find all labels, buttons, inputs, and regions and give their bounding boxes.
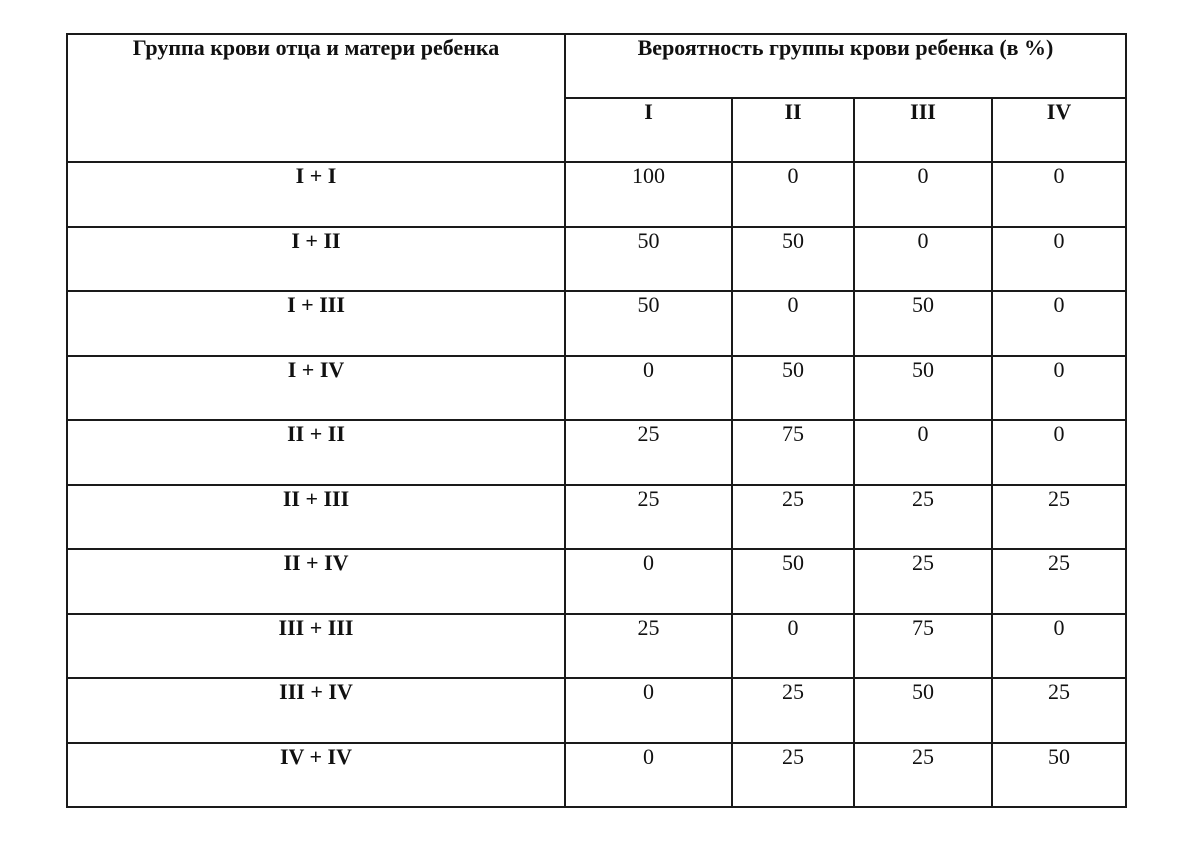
- parent-pair: II + IV: [67, 549, 565, 614]
- table-row: [67, 614, 1126, 679]
- table-row: [67, 549, 1126, 614]
- probability-cell: 0: [992, 356, 1126, 421]
- table-row: [67, 678, 1126, 743]
- probability-cell: 25: [992, 549, 1126, 614]
- table-row: [67, 420, 1126, 485]
- probability-cell: 25: [565, 485, 732, 550]
- probability-cell: 75: [854, 614, 992, 679]
- group-header-4: IV: [992, 98, 1126, 162]
- table-row: [67, 743, 1126, 808]
- header-row: [67, 34, 1126, 98]
- probability-cell: 25: [565, 420, 732, 485]
- group-header-1: I: [565, 98, 732, 162]
- probability-cell: 50: [854, 678, 992, 743]
- probability-cell: 50: [732, 227, 854, 292]
- probability-cell: 0: [854, 420, 992, 485]
- probability-cell: 0: [565, 743, 732, 808]
- probability-cell: 50: [732, 549, 854, 614]
- probability-cell: 50: [565, 227, 732, 292]
- parents-blood-group-header: Группа крови отца и матери ребенка: [67, 34, 565, 162]
- table-row: [67, 291, 1126, 356]
- probability-cell: 0: [732, 291, 854, 356]
- probability-cell: 25: [732, 743, 854, 808]
- table-row: [67, 356, 1126, 421]
- table-row: [67, 485, 1126, 550]
- probability-cell: 25: [732, 485, 854, 550]
- blood-type-table: [66, 33, 1127, 808]
- parent-pair: I + II: [67, 227, 565, 292]
- probability-cell: 0: [732, 614, 854, 679]
- probability-cell: 25: [732, 678, 854, 743]
- parent-pair: I + III: [67, 291, 565, 356]
- probability-cell: 25: [854, 485, 992, 550]
- parent-pair: IV + IV: [67, 743, 565, 808]
- child-probability-header: Вероятность группы крови ребенка (в %): [565, 34, 1126, 98]
- probability-cell: 0: [992, 162, 1126, 227]
- probability-cell: 0: [565, 678, 732, 743]
- parent-pair: I + IV: [67, 356, 565, 421]
- parent-pair: II + III: [67, 485, 565, 550]
- probability-cell: 25: [565, 614, 732, 679]
- probability-cell: 0: [565, 549, 732, 614]
- probability-cell: 0: [992, 291, 1126, 356]
- probability-cell: 75: [732, 420, 854, 485]
- parent-pair: III + IV: [67, 678, 565, 743]
- parent-pair: III + III: [67, 614, 565, 679]
- probability-cell: 50: [992, 743, 1126, 808]
- table-row: [67, 162, 1126, 227]
- probability-cell: 0: [992, 614, 1126, 679]
- probability-cell: 0: [732, 162, 854, 227]
- parent-pair: I + I: [67, 162, 565, 227]
- probability-cell: 50: [565, 291, 732, 356]
- probability-cell: 25: [854, 743, 992, 808]
- probability-cell: 0: [992, 420, 1126, 485]
- probability-cell: 0: [854, 162, 992, 227]
- probability-cell: 50: [732, 356, 854, 421]
- group-header-2: II: [732, 98, 854, 162]
- parent-pair: II + II: [67, 420, 565, 485]
- table-row: [67, 227, 1126, 292]
- probability-cell: 25: [992, 485, 1126, 550]
- probability-cell: 25: [992, 678, 1126, 743]
- probability-cell: 0: [854, 227, 992, 292]
- group-header-3: III: [854, 98, 992, 162]
- probability-cell: 0: [565, 356, 732, 421]
- probability-cell: 50: [854, 356, 992, 421]
- probability-cell: 50: [854, 291, 992, 356]
- probability-cell: 0: [992, 227, 1126, 292]
- probability-cell: 100: [565, 162, 732, 227]
- probability-cell: 25: [854, 549, 992, 614]
